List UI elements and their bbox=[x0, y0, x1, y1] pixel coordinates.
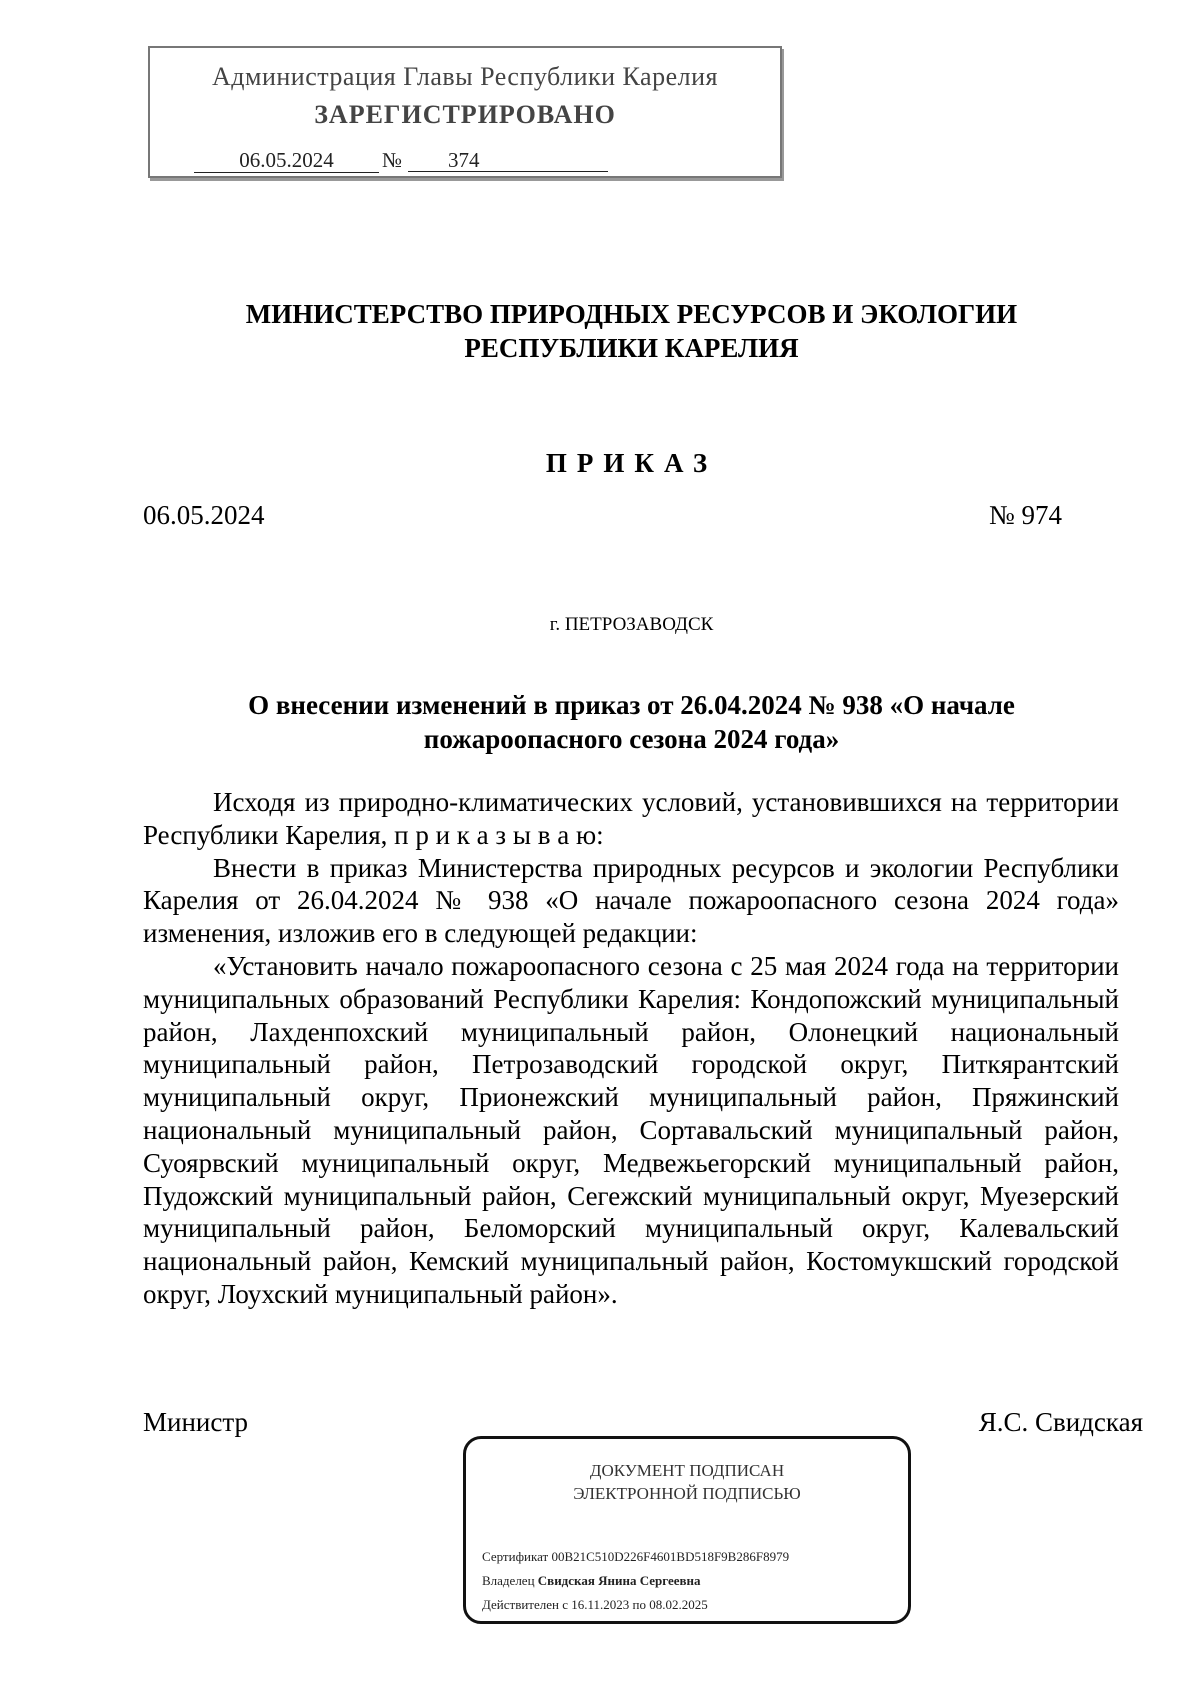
document-date: 06.05.2024 bbox=[143, 500, 265, 530]
body-paragraph: Внести в приказ Министерства природных ресурсов и экологии Республики Карелия от 26.04.2024 № 938 «О начале пожароопасного сезона 2024 года» изменения, изложив его в следующей редакции: bbox=[143, 852, 1119, 949]
esig-owner bbox=[482, 1573, 701, 1589]
stamp-organization: Администрация Главы Республики Карелия bbox=[212, 62, 718, 91]
esig-valid-to: 08.02.2025 bbox=[649, 1597, 708, 1612]
subject-line2: пожароопасного сезона 2024 года» bbox=[423, 724, 840, 754]
esig-title-line1: ДОКУМЕНТ ПОДПИСАН bbox=[589, 1461, 785, 1480]
document-city: г. ПЕТРОЗАВОДСК bbox=[549, 614, 714, 635]
ministry-title-line1: МИНИСТЕРСТВО ПРИРОДНЫХ РЕСУРСОВ И ЭКОЛОГИИ bbox=[245, 299, 1018, 329]
ministry-title-line2: РЕСПУБЛИКИ КАРЕЛИЯ bbox=[464, 333, 799, 363]
stamp-number: 374 bbox=[408, 148, 608, 172]
document-body bbox=[143, 786, 1119, 1311]
esig-certificate bbox=[482, 1549, 789, 1565]
registration-stamp bbox=[148, 46, 782, 178]
stamp-status: ЗАРЕГИСТРИРОВАНО bbox=[314, 100, 616, 129]
document-type: ПРИКАЗ bbox=[545, 448, 718, 478]
esig-valid-from: 16.11.2023 bbox=[571, 1597, 630, 1612]
esig-owner-label: Владелец bbox=[482, 1573, 535, 1588]
esig-certificate-label: Сертификат bbox=[482, 1549, 549, 1564]
body-paragraph: Исходя из природно-климатических условий, установившихся на территории Республики Карелия, п р и к а з ы в а ю: bbox=[143, 787, 1119, 850]
esig-validity bbox=[482, 1597, 708, 1613]
ministry-title bbox=[0, 297, 1200, 365]
electronic-signature-stamp bbox=[463, 1436, 911, 1624]
esig-title bbox=[466, 1459, 908, 1505]
document-subject bbox=[0, 688, 1200, 756]
stamp-number-label: № bbox=[382, 148, 403, 172]
subject-line1: О внесении изменений в приказ от 26.04.2024 № 938 «О начале bbox=[248, 690, 1015, 720]
stamp-date: 06.05.2024 bbox=[194, 148, 379, 173]
esig-valid-to-label: по bbox=[632, 1597, 646, 1612]
signatory-role: Министр bbox=[143, 1407, 248, 1437]
esig-owner-value: Свидская Янина Сергеевна bbox=[537, 1573, 701, 1588]
body-paragraph: «Установить начало пожароопасного сезона с 25 мая 2024 года на территории муниципальных образований Республики Карелия: Кондопожский муниципальный район, Лахденпохский муниципальный район, Олонецкий национальный муниципальный район, Петрозаводский городской округ, Питкярантский муниципальный округ, Прионежский муниципальный район, Пряжинский национальный муниципальный район, Сортавальский муниципальный район, Суоярвский муниципальный округ, Медвежьегорский муниципальный район, Пудожский муниципальный район, Сегежский муниципальный округ, Муезерский муниципальный район, Беломорский муниципальный округ, Калевальский национальный район, Кемский муниципальный район, Костомукшский городской округ, Лоухский муниципальный район». bbox=[143, 950, 1119, 1309]
signatory-name: Я.С. Свидская bbox=[978, 1407, 1143, 1437]
document-number: № 974 bbox=[988, 500, 1062, 530]
esig-certificate-value: 00B21C510D226F4601BD518F9B286F8979 bbox=[551, 1549, 790, 1564]
esig-valid-label: Действителен с bbox=[482, 1597, 568, 1612]
esig-title-line2: ЭЛЕКТРОННОЙ ПОДПИСЬЮ bbox=[573, 1484, 801, 1503]
